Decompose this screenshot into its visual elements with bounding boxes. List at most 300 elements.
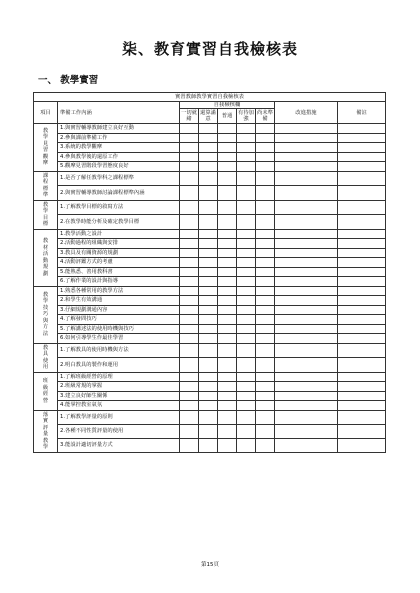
table-row <box>34 391 386 401</box>
check-cell[interactable] <box>199 372 218 382</box>
item-text: 1.了解教學目標的敘寫方法 <box>58 200 180 215</box>
check-cell[interactable] <box>256 162 275 172</box>
item-text: 1.了解班級經營的原理 <box>58 372 180 382</box>
header-improvement: 改進措施 <box>275 102 338 124</box>
category-label: 落實評量教學 <box>42 411 49 450</box>
note-cell[interactable] <box>338 277 386 287</box>
item-text: 2.與實習輔導教師討論課程標準內涵 <box>58 186 180 201</box>
improvement-cell[interactable] <box>275 286 338 296</box>
check-cell[interactable] <box>218 239 237 249</box>
check-cell[interactable] <box>199 324 218 334</box>
item-text: 1.熟悉各種常用的教學方法 <box>58 286 180 296</box>
check-cell[interactable] <box>256 215 275 230</box>
self-check-table <box>33 92 386 453</box>
improvement-cell[interactable] <box>275 143 338 153</box>
table-row <box>34 162 386 172</box>
note-cell[interactable] <box>338 305 386 315</box>
header-level: 尚未準備 <box>257 110 273 122</box>
note-cell[interactable] <box>338 401 386 411</box>
improvement-cell[interactable] <box>275 372 338 382</box>
header-self-check: 自我檢核欄 <box>180 102 275 109</box>
check-cell[interactable] <box>256 296 275 306</box>
check-cell[interactable] <box>256 315 275 325</box>
check-cell[interactable] <box>180 200 199 215</box>
check-cell[interactable] <box>256 382 275 392</box>
check-cell[interactable] <box>256 324 275 334</box>
header-content: 準備工作內涵 <box>58 102 180 124</box>
note-cell[interactable] <box>338 171 386 186</box>
check-cell[interactable] <box>218 296 237 306</box>
check-cell[interactable] <box>256 305 275 315</box>
check-cell[interactable] <box>180 286 199 296</box>
check-cell[interactable] <box>199 239 218 249</box>
check-cell[interactable] <box>218 372 237 382</box>
table-row <box>34 343 386 358</box>
table-row <box>34 239 386 249</box>
check-cell[interactable] <box>237 229 256 239</box>
table-row <box>34 438 386 452</box>
check-cell[interactable] <box>180 186 199 201</box>
improvement-cell[interactable] <box>275 248 338 258</box>
check-cell[interactable] <box>256 133 275 143</box>
check-cell[interactable] <box>256 343 275 358</box>
table-row <box>34 152 386 162</box>
check-cell[interactable] <box>180 424 199 438</box>
improvement-cell[interactable] <box>275 391 338 401</box>
check-cell[interactable] <box>256 410 275 424</box>
note-cell[interactable] <box>338 248 386 258</box>
item-text: 2.各種不同性質評量的使用 <box>58 424 180 438</box>
improvement-cell[interactable] <box>275 229 338 239</box>
check-cell[interactable] <box>218 200 237 215</box>
item-text: 5.了解講述法的使用時機與技巧 <box>58 324 180 334</box>
improvement-cell[interactable] <box>275 258 338 268</box>
improvement-cell[interactable] <box>275 343 338 358</box>
check-cell[interactable] <box>237 305 256 315</box>
check-cell[interactable] <box>180 267 199 277</box>
check-cell[interactable] <box>237 171 256 186</box>
check-cell[interactable] <box>218 343 237 358</box>
improvement-cell[interactable] <box>275 438 338 452</box>
check-cell[interactable] <box>180 277 199 287</box>
check-cell[interactable] <box>199 186 218 201</box>
check-cell[interactable] <box>180 162 199 172</box>
check-cell[interactable] <box>199 229 218 239</box>
check-cell[interactable] <box>237 200 256 215</box>
improvement-cell[interactable] <box>275 296 338 306</box>
check-cell[interactable] <box>218 229 237 239</box>
table-row <box>34 286 386 296</box>
item-text: 5.能熟悉、善用教科書 <box>58 267 180 277</box>
improvement-cell[interactable] <box>275 382 338 392</box>
check-cell[interactable] <box>180 315 199 325</box>
category-label: 教材活動規劃 <box>42 238 49 277</box>
item-text: 4.了解發問技巧 <box>58 315 180 325</box>
note-cell[interactable] <box>338 410 386 424</box>
check-cell[interactable] <box>237 324 256 334</box>
table-row <box>34 334 386 344</box>
item-text: 2.班級常規的掌握 <box>58 382 180 392</box>
check-cell[interactable] <box>237 382 256 392</box>
note-cell[interactable] <box>338 296 386 306</box>
note-cell[interactable] <box>338 186 386 201</box>
check-cell[interactable] <box>218 133 237 143</box>
check-cell[interactable] <box>237 215 256 230</box>
table-row <box>34 296 386 306</box>
header-level: 還算滿意 <box>200 110 216 122</box>
item-text: 1.與實習輔導教師建立良好互動 <box>58 124 180 134</box>
check-cell[interactable] <box>256 401 275 411</box>
item-text: 3.能設計適切評量方式 <box>58 438 180 452</box>
check-cell[interactable] <box>237 239 256 249</box>
check-cell[interactable] <box>256 372 275 382</box>
category-label: 教學技巧與方法 <box>42 291 49 337</box>
note-cell[interactable] <box>338 343 386 358</box>
item-text: 2.在教學時能分析及確定教學目標 <box>58 215 180 230</box>
table-row <box>34 410 386 424</box>
category-label: 教學目標 <box>42 201 49 227</box>
check-cell[interactable] <box>218 382 237 392</box>
check-cell[interactable] <box>237 258 256 268</box>
check-cell[interactable] <box>180 143 199 153</box>
improvement-cell[interactable] <box>275 200 338 215</box>
check-cell[interactable] <box>180 358 199 373</box>
improvement-cell[interactable] <box>275 239 338 249</box>
check-cell[interactable] <box>180 124 199 134</box>
check-cell[interactable] <box>218 124 237 134</box>
check-cell[interactable] <box>237 391 256 401</box>
item-text: 5.觀摩見習階段學習態度良好 <box>58 162 180 172</box>
item-text: 2.參與課前準備工作 <box>58 133 180 143</box>
table-row <box>34 186 386 201</box>
check-cell[interactable] <box>256 438 275 452</box>
note-cell[interactable] <box>338 358 386 373</box>
table-row <box>34 143 386 153</box>
table-title: 實習教師教學實習自我檢核表 <box>34 93 386 102</box>
check-cell[interactable] <box>256 186 275 201</box>
check-cell[interactable] <box>237 143 256 153</box>
check-cell[interactable] <box>237 315 256 325</box>
check-cell[interactable] <box>199 152 218 162</box>
check-cell[interactable] <box>218 277 237 287</box>
item-text: 3.建立良好師生關係 <box>58 391 180 401</box>
check-cell[interactable] <box>180 410 199 424</box>
check-cell[interactable] <box>199 296 218 306</box>
item-text: 2.明白教具的製作和運用 <box>58 358 180 373</box>
check-cell[interactable] <box>199 258 218 268</box>
check-cell[interactable] <box>180 401 199 411</box>
improvement-cell[interactable] <box>275 133 338 143</box>
check-cell[interactable] <box>180 248 199 258</box>
table-row <box>34 424 386 438</box>
check-cell[interactable] <box>237 296 256 306</box>
check-cell[interactable] <box>218 315 237 325</box>
improvement-cell[interactable] <box>275 162 338 172</box>
item-text: 2.活動過程的組織與安排 <box>58 239 180 249</box>
improvement-cell[interactable] <box>275 358 338 373</box>
improvement-cell[interactable] <box>275 315 338 325</box>
check-cell[interactable] <box>237 334 256 344</box>
check-cell[interactable] <box>256 391 275 401</box>
section-heading: 一、 教學實習 <box>38 75 99 86</box>
note-cell[interactable] <box>338 334 386 344</box>
check-cell[interactable] <box>218 410 237 424</box>
note-cell[interactable] <box>338 258 386 268</box>
item-text: 1.是否了解任教學科之課程標準 <box>58 171 180 186</box>
check-cell[interactable] <box>237 248 256 258</box>
check-cell[interactable] <box>199 248 218 258</box>
note-cell[interactable] <box>338 215 386 230</box>
item-text: 1.了解教學評量的原則 <box>58 410 180 424</box>
check-cell[interactable] <box>180 438 199 452</box>
category-cell <box>34 171 58 200</box>
check-cell[interactable] <box>218 358 237 373</box>
check-cell[interactable] <box>237 133 256 143</box>
check-cell[interactable] <box>256 334 275 344</box>
check-cell[interactable] <box>256 200 275 215</box>
check-cell[interactable] <box>218 267 237 277</box>
check-cell[interactable] <box>237 124 256 134</box>
check-cell[interactable] <box>199 305 218 315</box>
header-level: 普通 <box>218 109 237 124</box>
check-cell[interactable] <box>218 215 237 230</box>
table-row <box>34 277 386 287</box>
table-row <box>34 382 386 392</box>
check-cell[interactable] <box>199 401 218 411</box>
table-row <box>34 171 386 186</box>
note-cell[interactable] <box>338 143 386 153</box>
check-cell[interactable] <box>180 152 199 162</box>
check-cell[interactable] <box>199 315 218 325</box>
category-cell <box>34 286 58 343</box>
category-cell <box>34 343 58 372</box>
check-cell[interactable] <box>256 258 275 268</box>
check-cell[interactable] <box>218 324 237 334</box>
note-cell[interactable] <box>338 200 386 215</box>
note-cell[interactable] <box>338 372 386 382</box>
note-cell[interactable] <box>338 382 386 392</box>
table-row <box>34 401 386 411</box>
improvement-cell[interactable] <box>275 152 338 162</box>
check-cell[interactable] <box>180 229 199 239</box>
item-text: 6.如何引導學生作最佳學習 <box>58 334 180 344</box>
check-cell[interactable] <box>218 162 237 172</box>
table-row <box>34 358 386 373</box>
table-row <box>34 133 386 143</box>
improvement-cell[interactable] <box>275 171 338 186</box>
check-cell[interactable] <box>237 152 256 162</box>
item-text: 3.仔細規劃溝通內容 <box>58 305 180 315</box>
header-level: 有待加強 <box>238 110 254 122</box>
note-cell[interactable] <box>338 438 386 452</box>
improvement-cell[interactable] <box>275 324 338 334</box>
table-row <box>34 372 386 382</box>
table-row <box>34 248 386 258</box>
check-cell[interactable] <box>237 401 256 411</box>
check-cell[interactable] <box>218 258 237 268</box>
check-cell[interactable] <box>199 343 218 358</box>
check-cell[interactable] <box>180 372 199 382</box>
category-cell <box>34 372 58 410</box>
check-cell[interactable] <box>237 162 256 172</box>
check-cell[interactable] <box>237 186 256 201</box>
item-text: 3.教具及有關資源的規劃 <box>58 248 180 258</box>
note-cell[interactable] <box>338 424 386 438</box>
check-cell[interactable] <box>237 424 256 438</box>
check-cell[interactable] <box>199 382 218 392</box>
check-cell[interactable] <box>199 391 218 401</box>
check-cell[interactable] <box>199 286 218 296</box>
check-cell[interactable] <box>199 438 218 452</box>
check-cell[interactable] <box>180 391 199 401</box>
improvement-cell[interactable] <box>275 334 338 344</box>
improvement-cell[interactable] <box>275 410 338 424</box>
check-cell[interactable] <box>256 152 275 162</box>
category-cell <box>34 124 58 172</box>
check-cell[interactable] <box>199 410 218 424</box>
check-cell[interactable] <box>199 358 218 373</box>
check-cell[interactable] <box>199 124 218 134</box>
note-cell[interactable] <box>338 124 386 134</box>
page-number: 第15頁 <box>201 562 219 568</box>
check-cell[interactable] <box>218 401 237 411</box>
note-cell[interactable] <box>338 152 386 162</box>
improvement-cell[interactable] <box>275 277 338 287</box>
category-label: 班級經營 <box>42 378 49 404</box>
item-text: 2.和學生有效溝通 <box>58 296 180 306</box>
improvement-cell[interactable] <box>275 401 338 411</box>
table-row <box>34 200 386 215</box>
table-row <box>34 305 386 315</box>
check-cell[interactable] <box>256 171 275 186</box>
check-cell[interactable] <box>199 133 218 143</box>
item-text: 6.了解作業的設計與指導 <box>58 277 180 287</box>
table-row <box>34 267 386 277</box>
improvement-cell[interactable] <box>275 267 338 277</box>
check-cell[interactable] <box>237 438 256 452</box>
note-cell[interactable] <box>338 239 386 249</box>
note-cell[interactable] <box>338 229 386 239</box>
note-cell[interactable] <box>338 286 386 296</box>
item-text: 4.活動評鑑方式的考慮 <box>58 258 180 268</box>
check-cell[interactable] <box>237 372 256 382</box>
check-cell[interactable] <box>218 334 237 344</box>
check-cell[interactable] <box>218 171 237 186</box>
header-note: 備註 <box>338 102 386 124</box>
check-cell[interactable] <box>256 124 275 134</box>
check-cell[interactable] <box>256 267 275 277</box>
check-cell[interactable] <box>180 258 199 268</box>
table-row <box>34 324 386 334</box>
check-cell[interactable] <box>237 358 256 373</box>
check-cell[interactable] <box>256 286 275 296</box>
check-cell[interactable] <box>218 186 237 201</box>
check-cell[interactable] <box>218 391 237 401</box>
improvement-cell[interactable] <box>275 215 338 230</box>
table-row <box>34 124 386 134</box>
check-cell[interactable] <box>218 248 237 258</box>
check-cell[interactable] <box>199 143 218 153</box>
note-cell[interactable] <box>338 267 386 277</box>
item-text: 4.能掌控教室氣氛 <box>58 401 180 411</box>
check-cell[interactable] <box>180 343 199 358</box>
check-cell[interactable] <box>218 152 237 162</box>
check-cell[interactable] <box>180 239 199 249</box>
table-row <box>34 315 386 325</box>
check-cell[interactable] <box>180 305 199 315</box>
category-label: 教學見習觀摩 <box>42 127 49 167</box>
check-cell[interactable] <box>237 410 256 424</box>
check-cell[interactable] <box>218 438 237 452</box>
check-cell[interactable] <box>199 171 218 186</box>
check-cell[interactable] <box>256 248 275 258</box>
check-cell[interactable] <box>199 334 218 344</box>
category-cell <box>34 229 58 286</box>
category-label: 教具使用 <box>42 344 49 370</box>
improvement-cell[interactable] <box>275 305 338 315</box>
check-cell[interactable] <box>256 229 275 239</box>
check-cell[interactable] <box>180 171 199 186</box>
note-cell[interactable] <box>338 133 386 143</box>
check-cell[interactable] <box>218 305 237 315</box>
check-cell[interactable] <box>218 143 237 153</box>
check-cell[interactable] <box>199 200 218 215</box>
category-cell <box>34 200 58 229</box>
check-cell[interactable] <box>180 133 199 143</box>
check-cell[interactable] <box>237 343 256 358</box>
improvement-cell[interactable] <box>275 186 338 201</box>
check-cell[interactable] <box>256 143 275 153</box>
item-text: 1.教學活動之設計 <box>58 229 180 239</box>
check-cell[interactable] <box>180 296 199 306</box>
check-cell[interactable] <box>256 424 275 438</box>
check-cell[interactable] <box>237 267 256 277</box>
document-title: 柒、教育實習自我檢核表 <box>121 40 298 58</box>
item-text: 1.了解教具的使用時機與方法 <box>58 343 180 358</box>
check-cell[interactable] <box>237 286 256 296</box>
check-cell[interactable] <box>199 424 218 438</box>
note-cell[interactable] <box>338 391 386 401</box>
check-cell[interactable] <box>256 239 275 249</box>
note-cell[interactable] <box>338 324 386 334</box>
check-cell[interactable] <box>218 286 237 296</box>
check-cell[interactable] <box>199 267 218 277</box>
check-cell[interactable] <box>180 324 199 334</box>
check-cell[interactable] <box>199 162 218 172</box>
category-label: 課程標準 <box>42 172 49 198</box>
table-body <box>34 124 386 453</box>
check-cell[interactable] <box>199 277 218 287</box>
check-cell[interactable] <box>180 382 199 392</box>
item-text: 4.參與教學後的還原工作 <box>58 152 180 162</box>
check-cell[interactable] <box>199 215 218 230</box>
note-cell[interactable] <box>338 315 386 325</box>
table-row <box>34 229 386 239</box>
table-row <box>34 215 386 230</box>
check-cell[interactable] <box>218 424 237 438</box>
check-cell[interactable] <box>237 277 256 287</box>
improvement-cell[interactable] <box>275 124 338 134</box>
improvement-cell[interactable] <box>275 424 338 438</box>
header-item: 項目 <box>34 102 58 124</box>
note-cell[interactable] <box>338 162 386 172</box>
check-cell[interactable] <box>180 215 199 230</box>
check-cell[interactable] <box>256 277 275 287</box>
check-cell[interactable] <box>180 334 199 344</box>
item-text: 3.系統的教學觀摩 <box>58 143 180 153</box>
category-cell <box>34 410 58 452</box>
check-cell[interactable] <box>256 358 275 373</box>
